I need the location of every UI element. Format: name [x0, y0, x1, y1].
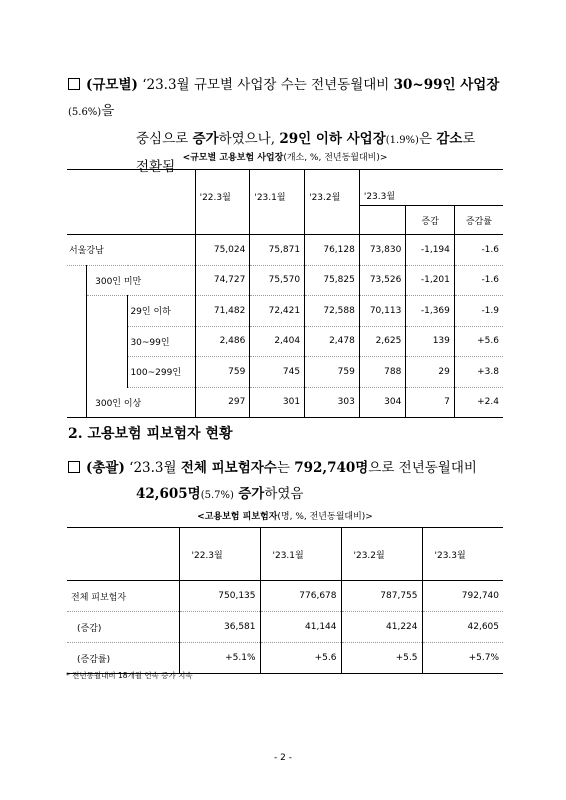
footnote: * 전년동월대비 18개월 연속 증가 지속 — [66, 671, 193, 680]
column-header: '23.3월 — [359, 170, 503, 206]
table-row: 서울강남 75,024 75,871 76,128 73,830 -1,194 -1.6 — [67, 235, 503, 266]
table-row: (증감률) +5.1% +5.6 +5.5 +5.7% — [67, 643, 503, 674]
column-header: '22.3월 — [179, 528, 260, 581]
column-header: '23.2월 — [341, 528, 422, 581]
table-row: 100~299인 759 745 759 788 29 +3.8 — [67, 357, 503, 388]
page-number: - 2 - — [274, 753, 292, 763]
column-header: '22.3월 — [195, 170, 250, 235]
table-row: 전체 피보험자 750,135 776,678 787,755 792,740 — [67, 581, 503, 612]
table1-header-row — [67, 170, 503, 206]
checkbox-bullet-icon — [68, 461, 80, 473]
column-header: '23.1월 — [250, 170, 305, 235]
insured-persons-table — [67, 527, 503, 674]
table-row: (증감) 36,581 41,144 41,224 42,605 — [67, 612, 503, 643]
table2-caption: <고용보험 피보험자(명, %, 전년동월대비)> — [197, 512, 373, 522]
column-header: '23.3월 — [422, 528, 503, 581]
business-size-table — [67, 169, 503, 418]
section-title: 2. 고용보험 피보험자 현황 — [68, 426, 233, 442]
column-header: 증감률 — [454, 206, 503, 235]
table-row: 30~99인 2,486 2,404 2,478 2,625 139 +5.6 — [67, 326, 503, 357]
paragraph-insured-summary: (총괄) ‘23.3월 전체 피보험자수는 792,740명으로 전년동월대비 42,605명(5.7%) 증가하였음 — [68, 455, 528, 509]
table-row: 300인 미만 74,727 75,570 75,825 73,526 -1,201 -1.6 — [67, 265, 503, 296]
table-row: 29인 이하 71,482 72,421 72,588 70,113 -1,369 -1.9 — [67, 296, 503, 327]
column-header: '23.2월 — [305, 170, 360, 235]
checkbox-bullet-icon — [68, 78, 80, 90]
paragraph-size-summary: (규모별) ‘23.3월 규모별 사업장 수는 전년동월대비 30~99인 사업장(5.6%)을 중심으로 증가하였으나, 29인 이하 사업장(1.9%)은 감소로 전환됨 — [68, 77, 500, 175]
table-row: 300인 이상 297 301 303 304 7 +2.4 — [67, 387, 503, 418]
column-header: 증감 — [406, 206, 455, 235]
table1-caption: <규모별 고용보험 사업장(개소, %, 전년동월대비)> — [182, 153, 388, 163]
para1-lead: (규모별) — [86, 77, 138, 93]
column-header: '23.1월 — [260, 528, 341, 581]
table2-header-row — [67, 528, 503, 581]
